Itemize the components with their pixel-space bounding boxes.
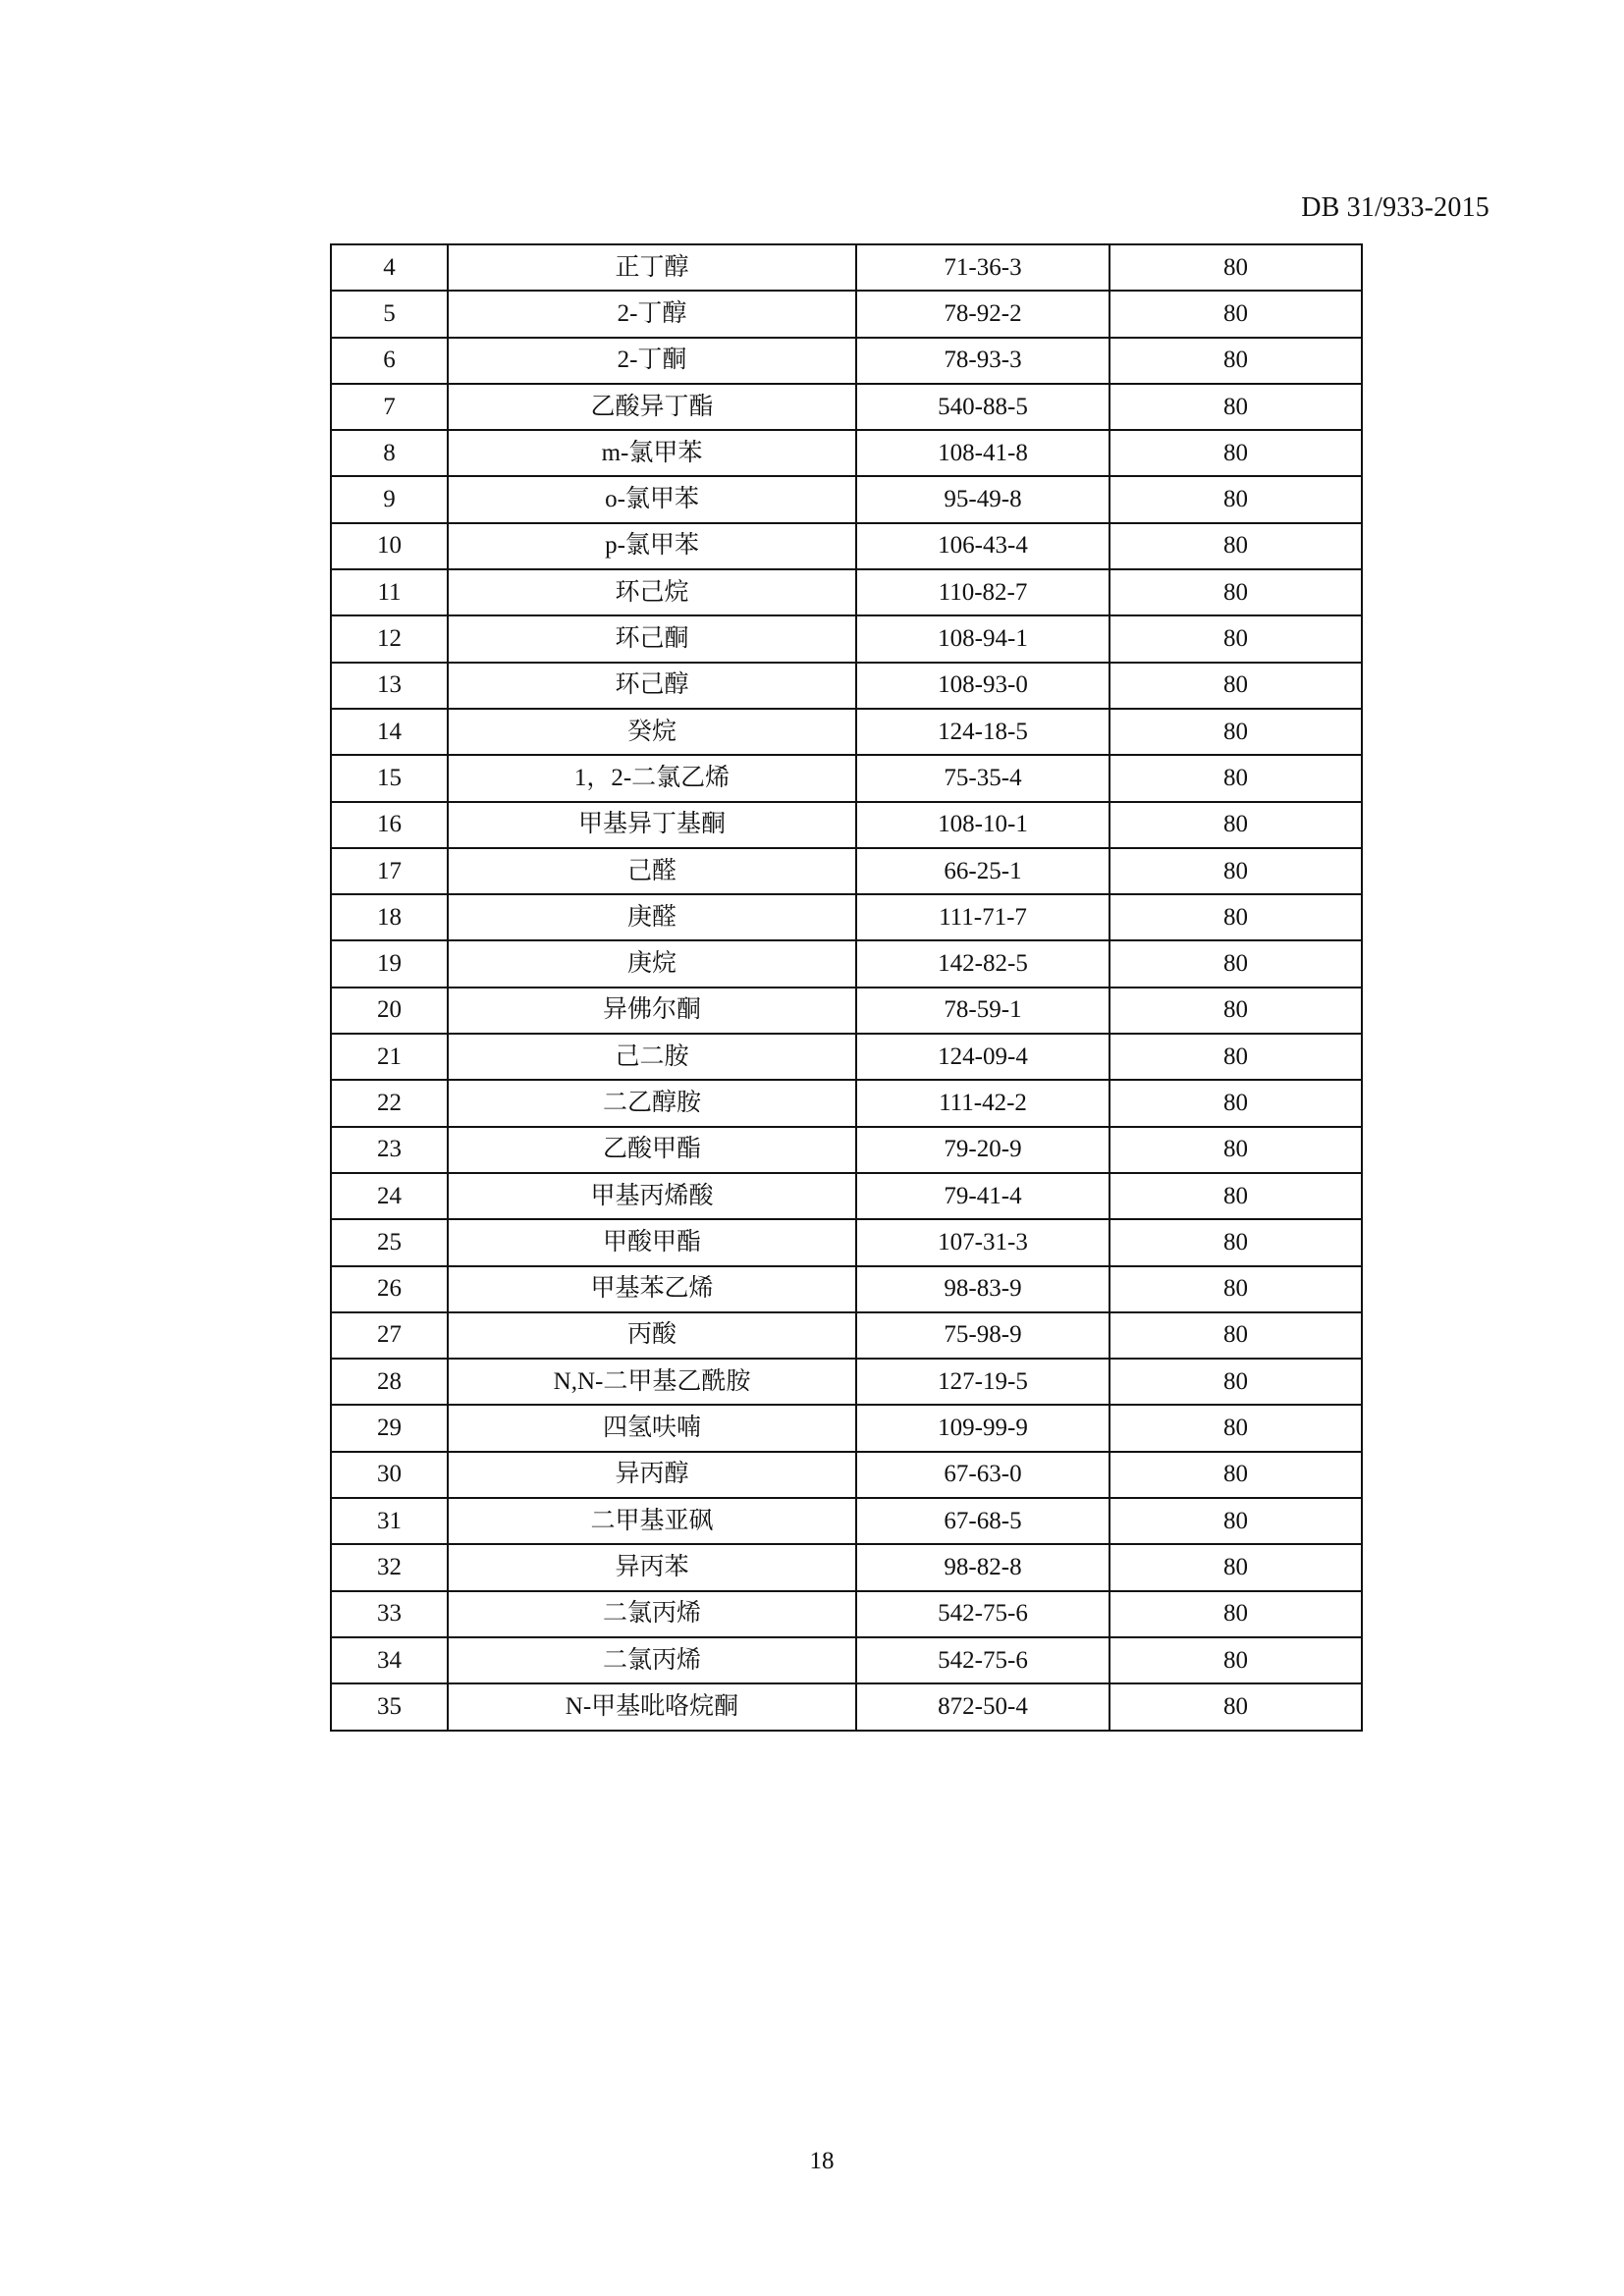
cas-number-cell: 79-20-9: [856, 1127, 1110, 1173]
page-number: 18: [809, 2148, 835, 2174]
cas-number-cell: 108-93-0: [856, 663, 1110, 709]
row-number-cell: 5: [331, 291, 448, 337]
cas-number-cell: 79-41-4: [856, 1173, 1110, 1219]
cas-number-cell: 98-82-8: [856, 1544, 1110, 1590]
row-number-cell: 33: [331, 1591, 448, 1637]
table-row: [331, 338, 1362, 384]
limit-value-cell: 80: [1110, 1544, 1362, 1590]
row-number-cell: 27: [331, 1312, 448, 1359]
substance-name-cell: 丙酸: [448, 1312, 856, 1359]
row-number-cell: 8: [331, 430, 448, 476]
cas-number-cell: 111-71-7: [856, 894, 1110, 940]
substance-name-cell: 己二胺: [448, 1034, 856, 1080]
limit-value-cell: 80: [1110, 755, 1362, 801]
table-row: [331, 244, 1362, 291]
substance-name-cell: 己醛: [448, 848, 856, 894]
limit-value-cell: 80: [1110, 1127, 1362, 1173]
substance-name-cell: 庚烷: [448, 940, 856, 987]
substance-name-cell: 甲基丙烯酸: [448, 1173, 856, 1219]
limit-value-cell: 80: [1110, 988, 1362, 1034]
table-row: [331, 1544, 1362, 1590]
row-number-cell: 22: [331, 1080, 448, 1126]
document-code: DB 31/933-2015: [1301, 192, 1489, 223]
substance-name-cell: 甲酸甲酯: [448, 1219, 856, 1265]
substance-name-cell: N-甲基吡咯烷酮: [448, 1683, 856, 1730]
cas-number-cell: 66-25-1: [856, 848, 1110, 894]
cas-number-cell: 142-82-5: [856, 940, 1110, 987]
row-number-cell: 9: [331, 476, 448, 522]
cas-number-cell: 71-36-3: [856, 244, 1110, 291]
cas-number-cell: 124-09-4: [856, 1034, 1110, 1080]
row-number-cell: 34: [331, 1637, 448, 1683]
table-row: [331, 1173, 1362, 1219]
limit-value-cell: 80: [1110, 848, 1362, 894]
row-number-cell: 6: [331, 338, 448, 384]
cas-number-cell: 67-63-0: [856, 1452, 1110, 1498]
row-number-cell: 23: [331, 1127, 448, 1173]
row-number-cell: 24: [331, 1173, 448, 1219]
row-number-cell: 11: [331, 569, 448, 615]
cas-number-cell: 67-68-5: [856, 1498, 1110, 1544]
cas-number-cell: 78-92-2: [856, 291, 1110, 337]
limit-value-cell: 80: [1110, 1498, 1362, 1544]
substance-table-body: [331, 244, 1362, 1731]
limit-value-cell: 80: [1110, 1637, 1362, 1683]
row-number-cell: 7: [331, 384, 448, 430]
table-row: [331, 709, 1362, 755]
row-number-cell: 28: [331, 1359, 448, 1405]
substance-name-cell: 异丙醇: [448, 1452, 856, 1498]
cas-number-cell: 95-49-8: [856, 476, 1110, 522]
row-number-cell: 19: [331, 940, 448, 987]
cas-number-cell: 127-19-5: [856, 1359, 1110, 1405]
substance-table: [330, 243, 1363, 1732]
substance-name-cell: 二乙醇胺: [448, 1080, 856, 1126]
table-row: [331, 523, 1362, 569]
row-number-cell: 4: [331, 244, 448, 291]
table-row: [331, 1452, 1362, 1498]
limit-value-cell: 80: [1110, 476, 1362, 522]
limit-value-cell: 80: [1110, 291, 1362, 337]
table-row: [331, 848, 1362, 894]
table-row: [331, 615, 1362, 662]
limit-value-cell: 80: [1110, 244, 1362, 291]
table-row: [331, 663, 1362, 709]
row-number-cell: 25: [331, 1219, 448, 1265]
cas-number-cell: 75-98-9: [856, 1312, 1110, 1359]
cas-number-cell: 540-88-5: [856, 384, 1110, 430]
substance-name-cell: 四氢呋喃: [448, 1405, 856, 1451]
cas-number-cell: 75-35-4: [856, 755, 1110, 801]
table-row: [331, 1312, 1362, 1359]
limit-value-cell: 80: [1110, 940, 1362, 987]
cas-number-cell: 106-43-4: [856, 523, 1110, 569]
limit-value-cell: 80: [1110, 430, 1362, 476]
table-row: [331, 940, 1362, 987]
cas-number-cell: 111-42-2: [856, 1080, 1110, 1126]
substance-name-cell: 正丁醇: [448, 244, 856, 291]
table-row: [331, 1637, 1362, 1683]
substance-table-container: [330, 243, 1361, 1732]
cas-number-cell: 124-18-5: [856, 709, 1110, 755]
row-number-cell: 32: [331, 1544, 448, 1590]
limit-value-cell: 80: [1110, 615, 1362, 662]
limit-value-cell: 80: [1110, 802, 1362, 848]
substance-name-cell: 庚醛: [448, 894, 856, 940]
limit-value-cell: 80: [1110, 663, 1362, 709]
substance-name-cell: o-氯甲苯: [448, 476, 856, 522]
substance-name-cell: 环己酮: [448, 615, 856, 662]
limit-value-cell: 80: [1110, 1034, 1362, 1080]
cas-number-cell: 108-41-8: [856, 430, 1110, 476]
cas-number-cell: 109-99-9: [856, 1405, 1110, 1451]
row-number-cell: 35: [331, 1683, 448, 1730]
substance-name-cell: 乙酸甲酯: [448, 1127, 856, 1173]
table-row: [331, 1683, 1362, 1730]
limit-value-cell: 80: [1110, 338, 1362, 384]
limit-value-cell: 80: [1110, 1683, 1362, 1730]
cas-number-cell: 872-50-4: [856, 1683, 1110, 1730]
substance-name-cell: 甲基异丁基酮: [448, 802, 856, 848]
table-row: [331, 755, 1362, 801]
substance-name-cell: 二甲基亚砜: [448, 1498, 856, 1544]
cas-number-cell: 108-10-1: [856, 802, 1110, 848]
row-number-cell: 18: [331, 894, 448, 940]
cas-number-cell: 110-82-7: [856, 569, 1110, 615]
limit-value-cell: 80: [1110, 709, 1362, 755]
substance-name-cell: 2-丁酮: [448, 338, 856, 384]
table-row: [331, 1591, 1362, 1637]
substance-name-cell: 二氯丙烯: [448, 1637, 856, 1683]
table-row: [331, 569, 1362, 615]
substance-name-cell: 乙酸异丁酯: [448, 384, 856, 430]
cas-number-cell: 78-59-1: [856, 988, 1110, 1034]
substance-name-cell: 异丙苯: [448, 1544, 856, 1590]
row-number-cell: 16: [331, 802, 448, 848]
table-row: [331, 894, 1362, 940]
cas-number-cell: 108-94-1: [856, 615, 1110, 662]
table-row: [331, 1405, 1362, 1451]
table-row: [331, 1498, 1362, 1544]
table-row: [331, 430, 1362, 476]
limit-value-cell: 80: [1110, 523, 1362, 569]
limit-value-cell: 80: [1110, 1591, 1362, 1637]
cas-number-cell: 78-93-3: [856, 338, 1110, 384]
row-number-cell: 13: [331, 663, 448, 709]
substance-name-cell: 癸烷: [448, 709, 856, 755]
table-row: [331, 1266, 1362, 1312]
table-row: [331, 1359, 1362, 1405]
table-row: [331, 384, 1362, 430]
row-number-cell: 12: [331, 615, 448, 662]
cas-number-cell: 98-83-9: [856, 1266, 1110, 1312]
table-row: [331, 1219, 1362, 1265]
row-number-cell: 30: [331, 1452, 448, 1498]
substance-name-cell: 环己烷: [448, 569, 856, 615]
table-row: [331, 1127, 1362, 1173]
table-row: [331, 988, 1362, 1034]
row-number-cell: 20: [331, 988, 448, 1034]
table-row: [331, 476, 1362, 522]
limit-value-cell: 80: [1110, 1080, 1362, 1126]
row-number-cell: 29: [331, 1405, 448, 1451]
cas-number-cell: 542-75-6: [856, 1637, 1110, 1683]
limit-value-cell: 80: [1110, 894, 1362, 940]
limit-value-cell: 80: [1110, 569, 1362, 615]
substance-name-cell: 异佛尔酮: [448, 988, 856, 1034]
row-number-cell: 17: [331, 848, 448, 894]
row-number-cell: 21: [331, 1034, 448, 1080]
substance-name-cell: N,N-二甲基乙酰胺: [448, 1359, 856, 1405]
table-row: [331, 802, 1362, 848]
row-number-cell: 14: [331, 709, 448, 755]
limit-value-cell: 80: [1110, 1219, 1362, 1265]
row-number-cell: 31: [331, 1498, 448, 1544]
limit-value-cell: 80: [1110, 1266, 1362, 1312]
cas-number-cell: 542-75-6: [856, 1591, 1110, 1637]
limit-value-cell: 80: [1110, 1312, 1362, 1359]
limit-value-cell: 80: [1110, 1173, 1362, 1219]
row-number-cell: 10: [331, 523, 448, 569]
substance-name-cell: 二氯丙烯: [448, 1591, 856, 1637]
substance-name-cell: 1，2-二氯乙烯: [448, 755, 856, 801]
row-number-cell: 26: [331, 1266, 448, 1312]
substance-name-cell: p-氯甲苯: [448, 523, 856, 569]
limit-value-cell: 80: [1110, 1405, 1362, 1451]
limit-value-cell: 80: [1110, 1452, 1362, 1498]
row-number-cell: 15: [331, 755, 448, 801]
limit-value-cell: 80: [1110, 1359, 1362, 1405]
limit-value-cell: 80: [1110, 384, 1362, 430]
cas-number-cell: 107-31-3: [856, 1219, 1110, 1265]
substance-name-cell: 环己醇: [448, 663, 856, 709]
substance-name-cell: 甲基苯乙烯: [448, 1266, 856, 1312]
table-row: [331, 291, 1362, 337]
table-row: [331, 1080, 1362, 1126]
substance-name-cell: 2-丁醇: [448, 291, 856, 337]
table-row: [331, 1034, 1362, 1080]
substance-name-cell: m-氯甲苯: [448, 430, 856, 476]
